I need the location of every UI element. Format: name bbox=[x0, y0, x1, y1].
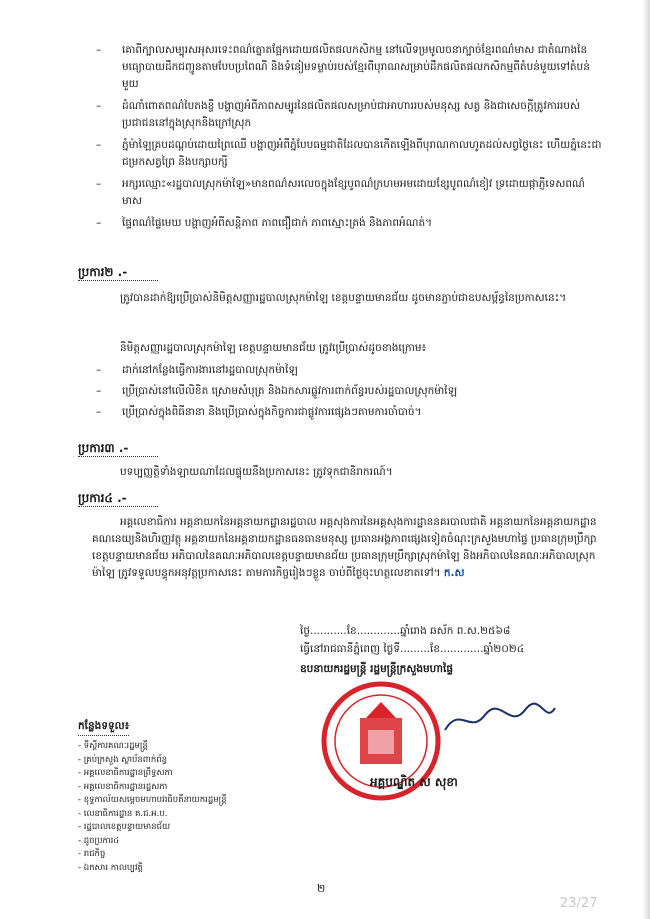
lunar-date: ថ្ងៃ...........ខែ.............ឆ្នាំរោង ឆស័ក ព.ស.២៥៦៨ bbox=[300, 625, 511, 637]
article-4-heading: ប្រការ៤ .- bbox=[78, 490, 127, 508]
list-item: - ខុទ្ទកាល័យសម្ដេចមហាបវរធិបតីនាយករដ្ឋមន្ត្រី bbox=[78, 795, 227, 805]
emblem-description-list bbox=[92, 42, 602, 237]
article-3-paragraph: បទប្បញ្ញត្តិទាំងឡាយណាដែលផ្ទុយនឹងប្រកាសនេះ ត្រូវទុកជានិរាករណ៍។ bbox=[120, 466, 393, 478]
list-item: - អគ្គលេខាធិការដ្ឋានរដ្ឋសភា bbox=[78, 781, 168, 792]
article-2-paragraph: ត្រូវបានដាក់ឱ្យប្រើប្រាស់និមិត្តសញ្ញារដ្ឋបាលស្រុកម៉ាឡៃ ខេត្តបន្ទាយមានជ័យ ដូចមានភ្ជាប់ជាឧបសម្ព័ន្ធនៃប្រកាសនេះ។ bbox=[120, 292, 567, 304]
date-block bbox=[300, 622, 630, 678]
page-counter: 23/27 bbox=[560, 896, 598, 911]
list-item: – អក្សរឈ្មោះ«រដ្ឋបាលស្រុកម៉ាឡៃ»មានពណ៌សរលេចក្នុងខ្សែបូពណ៌ក្រហមអមដោយខ្សែបូពណ៌ខៀវ ទ្រដោយផ្កាភ្ញីទេសពណ៌មាស bbox=[96, 178, 585, 207]
recipients-block bbox=[78, 714, 338, 875]
list-item: - រាជកិច្ច bbox=[78, 849, 106, 859]
page-number: ២ bbox=[317, 882, 326, 895]
list-item: - លេខាធិការដ្ឋាន គ.ជ.អ.ប. bbox=[78, 808, 168, 819]
signer-name: អគ្គបណ្ឌិត ស សុខា bbox=[370, 775, 458, 789]
list-item: - អគ្គលេខាធិការដ្ឋានព្រឹទ្ធសភា bbox=[78, 768, 173, 778]
article-2-heading: ប្រការ២ .- bbox=[78, 264, 127, 282]
list-item: – គោពីក្បាលសម្បុរសអុសរទេះពណ៌ត្នោតផ្អែកដោយផលិតផលកសិកម្ម នៅលើទម្រមូលចនាក្បាច់ខ្មែរពណ៌មាស ជាតំណាងនៃមធ្យោបាយដឹកជញ្ជូនតាមបែបប្រពៃណី និងទំនៀមទម្លាប់របស់ខ្មែរពីបុរាណសម្រាប់ដឹកផលិតផលកសិកម្មពីតំបន់មួយទៅតំបន់មួយ bbox=[96, 44, 590, 90]
initial-mark: ក.ស bbox=[443, 567, 465, 579]
article-3-heading: ប្រការ៣ .- bbox=[78, 440, 128, 458]
list-item: – ភ្នំម៉ាឡៃគ្របដណ្ដប់ដោយព្រៃឈើ បង្ហាញអំពីភ្នំបែបធម្មជាតិដែលបានកើតឡើងពីបុរាណកាលហូតដល់សព្វថ្ងៃនេះ ហើយភ្នំនេះជាជម្រកសត្វព្រៃ និងបក្សាបក្សី bbox=[96, 139, 602, 168]
article-2-usage-intro: និមិត្តសញ្ញារដ្ឋបាលស្រុកម៉ាឡៃ ខេត្តបន្ទាយមានជ័យ ត្រូវប្រើប្រាស់ដូចខាងក្រោម៖ bbox=[120, 342, 427, 354]
list-item: – ដំណាំពោតពណ៌បៃតងខ្ចី បង្ហាញអំពីភាពសម្បូរនៃផលិតផលសម្រាប់ជាអាហាររបស់មនុស្ស សត្វ និងជាសេចក្ដីត្រូវការរបស់ប្រជាជននៅក្នុងស្រុកនិងក្រៅស្រុក bbox=[96, 100, 581, 129]
article-2-usage-list bbox=[92, 362, 602, 425]
list-item: - ដូចប្រការ៤ bbox=[78, 835, 120, 846]
recipients-list bbox=[78, 740, 338, 875]
minister-title: ឧបនាយករដ្ឋមន្ត្រី រដ្ឋមន្ត្រីក្រសួងមហាផ្ទៃ bbox=[300, 663, 454, 675]
signature-icon bbox=[440, 700, 560, 740]
list-item: – ប្រើប្រាស់ក្នុងពិធីនានា និងប្រើប្រាស់ក្នុងកិច្ចការជាផ្លូវការផ្សេងៗតាមការចាំបាច់។ bbox=[96, 406, 422, 418]
article-4-paragraph: អគ្គលេខាធិការ អគ្គនាយកនៃអគ្គនាយកដ្ឋានរដ្ឋបាល អគ្គសុងការនៃអគ្គសុងការដ្ឋាននគរបាលជាតិ អគ្គនាយកនៃអគ្គនាយកដ្ឋានគណនេយ្យនិងហិរញ្ញវត្ថុ អគ្គនាយកនៃអគ្គនាយកដ្ឋានធនធានមនុស្ស ប្រធានអង្គភាពផ្សេងទៀតចំណុះក្រសួងមហាផ្ទៃ ប្រធានក្រុមប្រឹក្សាខេត្តបន្ទាយមានជ័យ អភិបាលនៃគណៈអភិបាលខេត្តបន្ទាយមានជ័យ ប្រធានក្រុមប្រឹក្សាស្រុកម៉ាឡៃ និងអភិបាលនៃគណៈអភិបាលស្រុកម៉ាឡៃ ត្រូវទទួលបន្ទុកអនុវត្តប្រកាសនេះ តាមភារកិច្ចរៀងៗខ្លួន ចាប់ពីថ្ងៃចុះហត្ថលេខាតទៅ។ ក.ស bbox=[92, 516, 597, 579]
list-item: – ប្រើប្រាស់នៅលើលិខិត ស្រោមសំបុត្រ និងឯកសារផ្លូវការពាក់ព័ន្ធរបស់រដ្ឋបាលស្រុកម៉ាឡៃ bbox=[96, 385, 458, 397]
list-item: – ដាក់នៅកន្លែងធ្វើការងារនៅរដ្ឋបាលស្រុកម៉ាឡៃ bbox=[96, 364, 298, 376]
list-item: - ទីស្ដីការគណៈរដ្ឋមន្ត្រី bbox=[78, 741, 148, 751]
list-item: – ផ្ទៃពណ៌ផ្ទៃមេឃ បង្ហាញអំពីសន្តិភាព ភាពជឿជាក់ ភាពស្មោះត្រង់ និងភាពអំណត់។ bbox=[96, 217, 433, 229]
list-item: - គ្រប់ក្រសួង ស្ថាប័នពាក់ព័ន្ធ bbox=[78, 754, 168, 765]
list-item: - ឯកសារ កាលប្បវត្តិ bbox=[78, 862, 143, 873]
solar-date: ធ្វើនៅរាជធានីភ្នំពេញ ថ្ងៃទី.........ខែ.............ឆ្នាំ២០២៤ bbox=[300, 643, 525, 655]
recipients-title: កន្លែងទទួល៖ bbox=[78, 720, 129, 736]
list-item: - រដ្ឋបាលខេត្តបន្ទាយមានជ័យ bbox=[78, 822, 171, 832]
page-edge-shadow bbox=[642, 0, 650, 919]
